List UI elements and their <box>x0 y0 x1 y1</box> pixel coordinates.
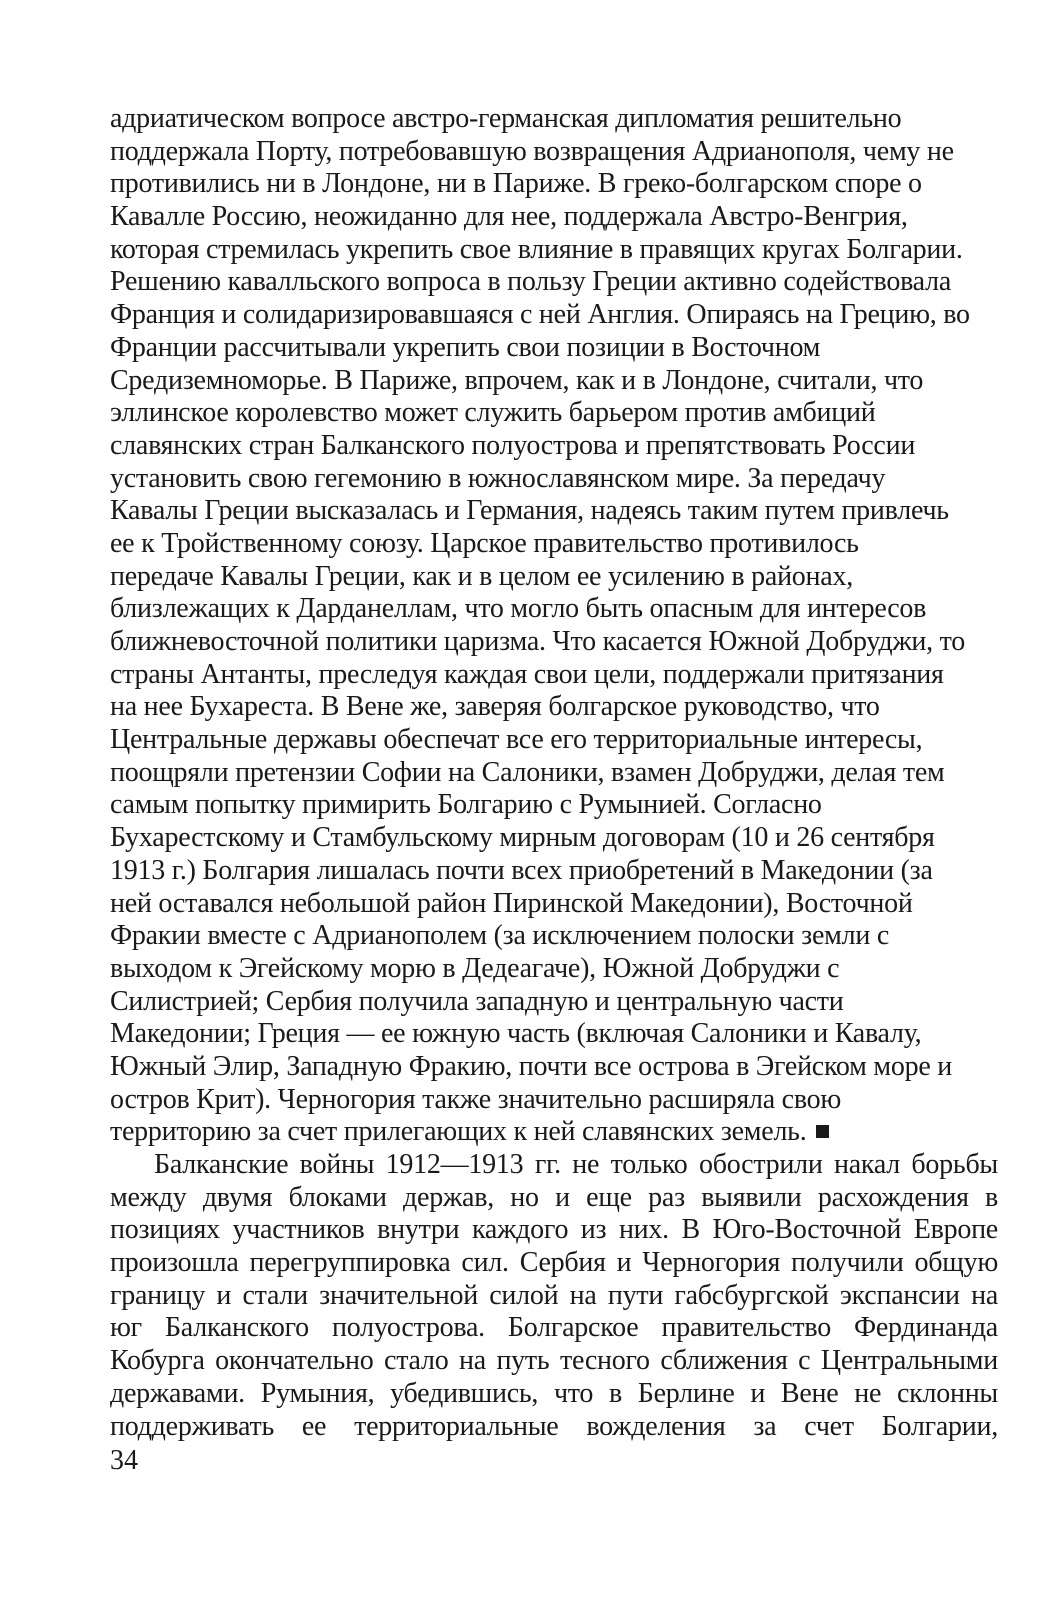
section-end-square-icon <box>816 1125 829 1138</box>
text-line: позициях участников внутри каждого из них. В Юго-Восточной Европе <box>110 1214 998 1246</box>
text-line: самым попытку примирить Болгарию с Румынией. Согласно <box>110 789 822 821</box>
text-line: близлежащих к Дарданеллам, что могло быть опасным для интересов <box>110 593 927 625</box>
text-line: которая стремилась укрепить свое влияние в правящих кругах Болгарии. <box>110 233 963 265</box>
text-line-content: территорию за счет прилегающих к ней славянских земель. <box>110 1116 807 1148</box>
text-line: Средиземноморье. В Париже, впрочем, как и в Лондоне, считали, что <box>110 364 924 396</box>
text-line: Франция и солидаризировавшаяся с ней Англия. Опираясь на Грецию, во <box>110 299 970 331</box>
text-line: выходом к Эгейскому морю в Дедеагаче), Южной Добруджи с <box>110 952 840 984</box>
text-line: установить свою гегемонию в южнославянском мире. За передачу <box>110 462 886 494</box>
paragraph-1 <box>110 103 998 1149</box>
text-line: между двумя блоками держав, но и еще раз выявили расхождения в <box>110 1181 998 1213</box>
text-line: ближневосточной политики царизма. Что касается Южной Добруджи, то <box>110 626 966 657</box>
paragraph-2 <box>110 1149 998 1443</box>
text-line: адриатическом вопросе австро-германская дипломатия решительно <box>110 103 902 134</box>
text-line: Южный Элир, Западную Фракию, почти все острова в Эгейском море и <box>110 1050 952 1082</box>
text-line-last <box>110 1116 998 1149</box>
text-line: остров Крит). Черногория также значительно расширяла свою <box>110 1083 842 1115</box>
text-line: передаче Кавалы Греции, как и в целом ее усилению в районах, <box>110 560 853 592</box>
text-line: произошла перегруппировка сил. Сербия и Черногория получили общую <box>110 1247 998 1279</box>
text-line: Кобурга окончательно стало на путь тесного сближения с Центральными <box>110 1345 998 1377</box>
text-line: Решению кавалльского вопроса в пользу Греции активно содействовала <box>110 266 951 298</box>
text-line: Балканские войны 1912—1913 гг. не только обострили накал борьбы <box>154 1149 998 1180</box>
text-line: юг Балканского полуострова. Болгарское правительство Фердинанда <box>110 1312 998 1344</box>
page-number: 34 <box>110 1445 138 1476</box>
text-line: противились ни в Лондоне, ни в Париже. В греко-болгарском споре о <box>110 168 922 200</box>
text-line: державами. Румыния, убедившись, что в Берлине и Вене не склонны <box>110 1377 998 1409</box>
text-line: Македонии; Греция — ее южную часть (включая Салоники и Кавалу, <box>110 1018 922 1050</box>
text-line: 1913 г.) Болгария лишалась почти всех приобретений в Македонии (за <box>110 854 933 886</box>
text-line: Франции рассчитывали укрепить свои позиции в Восточном <box>110 331 821 363</box>
text-line: поддерживать ее территориальные вожделения за счет Болгарии, <box>110 1410 998 1442</box>
text-line: эллинское королевство может служить барьером против амбиций <box>110 397 876 429</box>
text-line: Кавалле Россию, неожиданно для нее, поддержала Австро-Венгрия, <box>110 201 908 233</box>
text-line: Бухарестскому и Стамбульскому мирным договорам (10 и 26 сентября <box>110 822 935 854</box>
text-line: поддержала Порту, потребовавшую возвращения Адрианополя, чему не <box>110 135 954 167</box>
text-line: границу и стали значительной силой на пути габсбургской экспансии на <box>110 1279 998 1311</box>
text-line: страны Антанты, преследуя каждая свои цели, поддержали притязания <box>110 658 944 690</box>
page-body <box>110 103 998 1443</box>
text-line: ней оставался небольшой район Пиринской Македонии), Восточной <box>110 887 913 919</box>
text-line: на нее Бухареста. В Вене же, заверяя болгарское руководство, что <box>110 691 880 723</box>
text-line: Фракии вместе с Адрианополем (за исключением полоски земли с <box>110 920 889 952</box>
text-line: ее к Тройственному союзу. Царское правительство противилось <box>110 527 859 559</box>
text-line: поощряли претензии Софии на Салоники, взамен Добруджи, делая тем <box>110 756 945 788</box>
text-line: Центральные державы обеспечат все его территориальные интересы, <box>110 724 923 756</box>
text-line: славянских стран Балканского полуострова и препятствовать России <box>110 429 916 461</box>
text-line: Кавалы Греции высказалась и Германия, надеясь таким путем привлечь <box>110 495 949 527</box>
text-line: Силистрией; Сербия получила западную и центральную части <box>110 985 844 1017</box>
